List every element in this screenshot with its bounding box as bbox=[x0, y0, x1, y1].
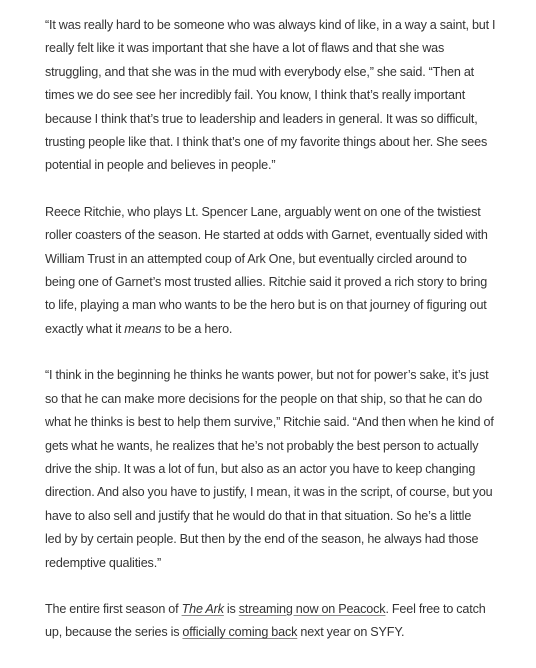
text-run: The entire first season of bbox=[45, 601, 182, 616]
text-run: is bbox=[223, 601, 239, 616]
text-run: up, because the series is bbox=[45, 625, 183, 640]
text-line: led by by certain people. But then by the end of the season, he always had those bbox=[45, 532, 479, 547]
text-run: . Feel free to catch bbox=[385, 601, 486, 616]
text-line bbox=[45, 318, 515, 341]
article-body bbox=[45, 14, 515, 668]
text-run: exactly what it bbox=[45, 321, 125, 336]
text-line: to life, playing a man who wants to be the hero but is on that journey of figuring out bbox=[45, 298, 487, 313]
text-line bbox=[45, 598, 515, 621]
paragraph-closing bbox=[45, 598, 515, 645]
text-line: being one of Garnet’s most trusted allies. Ritchie said it proved a rich story to bring bbox=[45, 275, 488, 290]
text-line: trusting people like that. I think that’s one of my favorite things about her. She sees bbox=[45, 135, 488, 150]
text-line: really felt like it was important that she have a lot of flaws and that she was bbox=[45, 41, 445, 56]
text-line: potential in people and believes in people.” bbox=[45, 158, 276, 173]
text-line: times we do see see her incredibly fail. You know, I think that’s really important bbox=[45, 88, 466, 103]
text-line: what he thinks is best to help them survive,” Ritchie said. “And then when he kind of bbox=[45, 415, 494, 430]
text-line: gets what he wants, he realizes that he’s not probably the best person to actually bbox=[45, 438, 479, 453]
text-line bbox=[45, 621, 515, 644]
text-line: have to also sell and justify that he would do that in that situation. So he’s a little bbox=[45, 508, 472, 523]
emphasis-text: means bbox=[124, 321, 162, 336]
text-line: William Trust in an attempted coup of Ark One, but eventually circled around to bbox=[45, 251, 467, 266]
paragraph-quote-2 bbox=[45, 364, 515, 575]
text-line: drive the ship. It was a lot of fun, but also as an actor you have to keep changing bbox=[45, 461, 476, 476]
text-line: “It was really hard to be someone who was always kind of like, in a way a saint, but I bbox=[45, 18, 496, 32]
text-line: redemptive qualities.” bbox=[45, 555, 162, 570]
text-line: so that he can make more decisions for the people on that ship, so that he can do bbox=[45, 391, 483, 406]
text-line: direction. And also you have to justify, I mean, it was in the script, of course, but you bbox=[45, 485, 493, 500]
text-line: Reece Ritchie, who plays Lt. Spencer Lane, arguably went on one of the twistiest bbox=[45, 204, 481, 219]
text-line: because I think that’s true to leadership and leaders in general. It was so difficult, bbox=[45, 111, 478, 126]
text-run: to be a hero. bbox=[161, 321, 233, 336]
officially-coming-back-link[interactable]: officially coming back bbox=[182, 625, 298, 640]
emphasis-text: The Ark bbox=[181, 601, 224, 616]
text-line: roller coasters of the season. He started at odds with Garnet, eventually sided with bbox=[45, 228, 488, 243]
text-line: struggling, and that she was in the mud with everybody else,” she said. “Then at bbox=[45, 64, 475, 79]
text-run: next year on SYFY. bbox=[297, 625, 405, 640]
the-ark-link[interactable] bbox=[182, 602, 224, 616]
streaming-peacock-link[interactable]: streaming now on Peacock bbox=[238, 601, 386, 616]
paragraph-ritchie-intro bbox=[45, 201, 515, 341]
text-line: “I think in the beginning he thinks he wants power, but not for power’s sake, it’s just bbox=[45, 368, 489, 383]
paragraph-quote-1 bbox=[45, 14, 515, 178]
